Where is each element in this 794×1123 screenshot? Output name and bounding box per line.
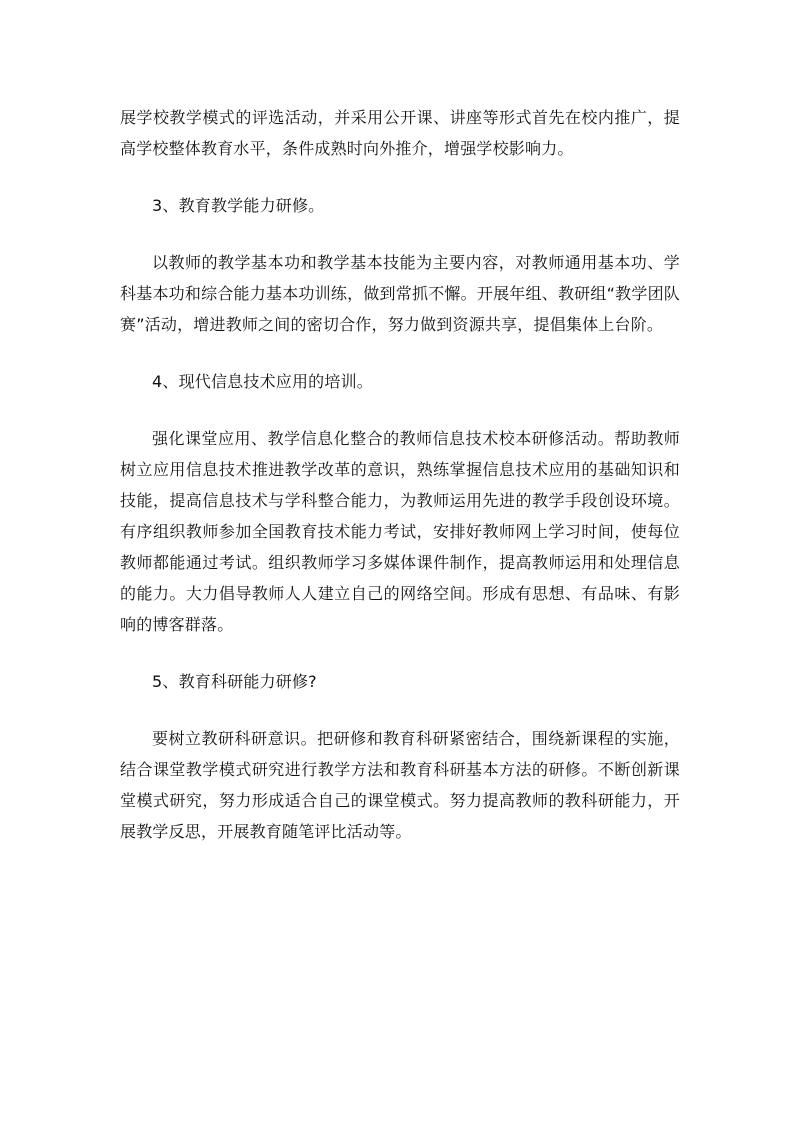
heading-3: 3、教育教学能力研修。: [152, 196, 325, 215]
paragraph-it-training: 强化课堂应用、教学信息化整合的教师信息技术校本研修活动。帮助教师树立应用信息技术推进教学改革的意识，熟练掌握信息技术应用的基础知识和技能，提高信息技术与学科整合能力，为教师运用先进的教学手段创设环境。有序组织教师参加全国教育技术能力考试，安排好教师网上学习时间，使每位教师都能通过考试。组织教师学习多媒体课件制作，提高教师运用和处理信息的能力。大力倡导教师人人建立自己的网络空间。形成有思想、有品味、有影响的博客群落。: [120, 429, 680, 634]
document-body: [120, 102, 680, 847]
paragraph-continuation: 展学校教学模式的评选活动，并采用公开课、讲座等形式首先在校内推广，提高学校整体教育水平，条件成熟时向外推介，增强学校影响力。: [120, 108, 680, 158]
heading-4: 4、现代信息技术应用的培训。: [152, 372, 373, 391]
paragraph-teaching-ability: 以教师的教学基本功和教学基本技能为主要内容，对教师通用基本功、学科基本功和综合能力基本功训练，做到常抓不懈。开展年组、教研组“教学团队赛”活动，增进教师之间的密切合作，努力做到资源共享，提倡集体上台阶。: [120, 253, 680, 334]
heading-5: 5、教育科研能力研修?: [152, 672, 317, 691]
paragraph-research: 要树立教研科研意识。把研修和教育科研紧密结合，围绕新课程的实施，结合课堂教学模式研究进行教学方法和教育科研基本方法的研修。不断创新课堂模式研究，努力形成适合自己的课堂模式。努力提高教师的教科研能力，开展教学反思，开展教育随笔评比活动等。: [120, 729, 680, 841]
